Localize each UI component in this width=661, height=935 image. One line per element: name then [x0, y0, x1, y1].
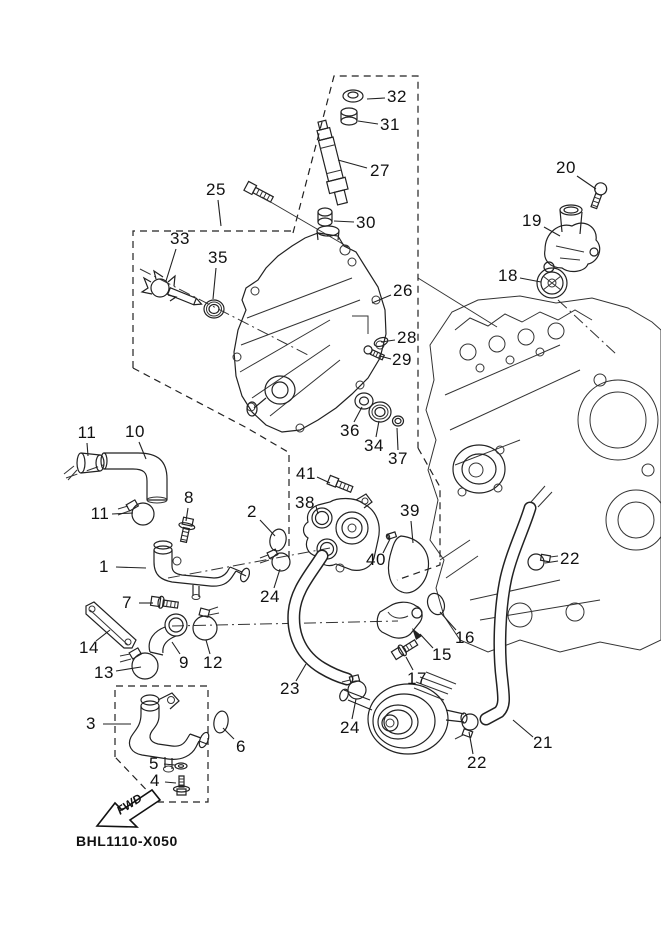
part-23-hose: [294, 556, 347, 679]
part-16-oring: [424, 591, 447, 617]
part-callout-40: 40: [366, 550, 386, 569]
part-callout-19: 19: [522, 211, 542, 230]
part-12-clamp: [193, 607, 219, 640]
part-callout-11: 11: [77, 423, 97, 442]
part-callout-34: 34: [364, 436, 384, 455]
part-callout-30: 30: [356, 213, 376, 232]
part-3-pipe: [129, 693, 210, 772]
part-6-oring: [212, 710, 230, 734]
part-callout-22: 22: [560, 549, 580, 568]
part-callout-1: 1: [99, 557, 109, 576]
part-33-impeller-shaft: [142, 271, 203, 307]
part-11a-fitting: [64, 453, 104, 480]
part-callout-38: 38: [295, 493, 315, 512]
part-callout-41: 41: [296, 464, 316, 483]
part-callout-29: 29: [392, 350, 412, 369]
part-18-thermostat: [537, 268, 567, 298]
part-34-bearing: [369, 402, 391, 422]
part-callout-14: 14: [79, 638, 99, 657]
part-27-shaft: [312, 119, 351, 206]
part-callout-18: 18: [498, 266, 518, 285]
part-callout-37: 37: [388, 449, 408, 468]
part-callout-25: 25: [206, 180, 226, 199]
part-callout-15: 15: [432, 645, 452, 664]
part-callout-36: 36: [340, 421, 360, 440]
part-callout-8: 8: [184, 488, 194, 507]
part-callout-22: 22: [467, 753, 487, 772]
part-callout-32: 32: [387, 87, 407, 106]
part-callout-10: 10: [125, 422, 145, 441]
part-40-pin: [386, 532, 397, 540]
engine-block-sketch: [426, 296, 661, 652]
part-callout-24: 24: [340, 718, 360, 737]
svg-text:FWD: FWD: [114, 790, 145, 818]
part-callout-31: 31: [380, 115, 400, 134]
part-17-bolt: [391, 637, 419, 661]
part-callout-39: 39: [400, 501, 420, 520]
part-callout-3: 3: [86, 714, 96, 733]
part-callout-6: 6: [236, 737, 246, 756]
oil-cooler: [338, 672, 467, 754]
part-callout-11: 11: [90, 504, 110, 523]
part-30-collar: [318, 208, 332, 226]
part-callout-24: 24: [260, 587, 280, 606]
part-callout-16: 16: [455, 628, 475, 647]
part-callout-20: 20: [556, 158, 576, 177]
part-callout-7: 7: [122, 593, 132, 612]
part-35-seal: [204, 300, 224, 318]
part-15-joint: [377, 602, 422, 640]
part-26-cover: [233, 226, 386, 432]
part-10-hose: [101, 453, 167, 503]
part-callout-33: 33: [170, 229, 190, 248]
part-5-washer: [175, 763, 187, 769]
part-21-hose: [486, 486, 552, 719]
center-lines: [66, 269, 616, 626]
cover-bolt-leader: [262, 197, 348, 247]
part-39-gasket: [389, 536, 429, 593]
part-32-cap: [343, 90, 363, 102]
part-callout-5: 5: [149, 754, 159, 773]
part-callout-23: 23: [280, 679, 300, 698]
part-callout-35: 35: [208, 248, 228, 267]
part-31-bushing: [341, 108, 357, 125]
part-41-bolt: [327, 475, 354, 493]
cover-bolt-icon: [244, 181, 274, 203]
part-callout-26: 26: [393, 281, 413, 300]
part-callout-2: 2: [247, 502, 257, 521]
part-9-hose: [149, 614, 187, 655]
fwd-arrow: [97, 790, 160, 827]
part-7-bolt: [150, 595, 178, 611]
part-4-bolt: [174, 776, 190, 795]
part-callout-21: 21: [533, 733, 553, 752]
part-callout-9: 9: [179, 653, 189, 672]
diagram-code: BHL1110-X050: [76, 833, 178, 849]
part-19-thermostat-cover: [544, 205, 600, 272]
part-callout-27: 27: [370, 161, 390, 180]
part-11b-clamp: [118, 500, 154, 525]
part-callout-17: 17: [407, 669, 427, 688]
part-callout-4: 4: [150, 771, 160, 790]
part-1-pipe: [154, 541, 251, 600]
part-37-circlip: [393, 416, 404, 426]
part-callout-12: 12: [203, 653, 223, 672]
part-callout-13: 13: [94, 663, 114, 682]
part-callout-28: 28: [397, 328, 417, 347]
